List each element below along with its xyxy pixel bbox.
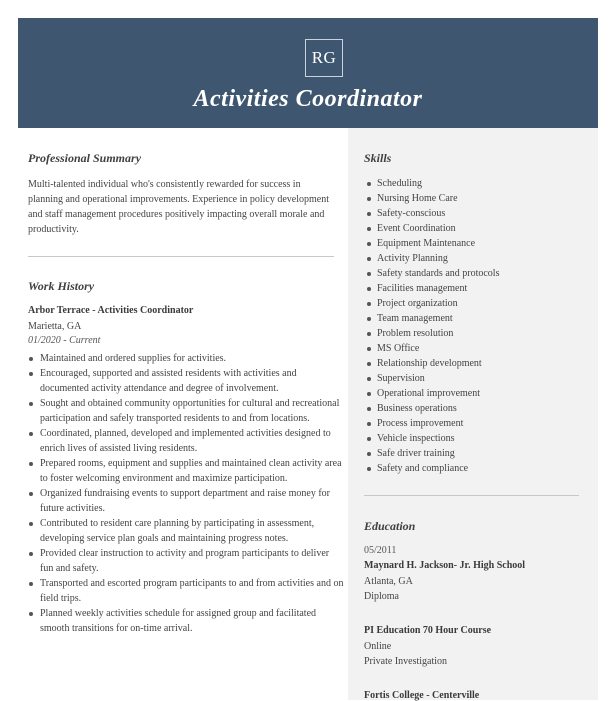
- skill-item: Relationship development: [364, 356, 594, 371]
- skill-item: Business operations: [364, 401, 594, 416]
- education-school: Fortis College - Centerville: [364, 690, 480, 701]
- resume-title: Activities Coordinator: [193, 86, 423, 112]
- skill-item: Facilities management: [364, 281, 594, 296]
- skill-item: Activity Planning: [364, 251, 594, 266]
- section-divider: [364, 495, 579, 496]
- education-date: 05/2011: [364, 545, 397, 556]
- resume-header: [18, 18, 598, 128]
- skill-item: Supervision: [364, 371, 594, 386]
- list-item: Coordinated, planned, developed and implemented activities designed to enrich lives of assisted living residents.: [28, 426, 344, 456]
- work-history-heading: Work History: [28, 279, 95, 293]
- list-item: Provided clear instruction to activity and program participants to deliver fun and safety.: [28, 546, 344, 576]
- list-item: Organized fundraising events to support department and raise money for future activities.: [28, 486, 344, 516]
- job-dates: 01/2020 - Current: [28, 335, 101, 346]
- education-location: Atlanta, GA: [364, 576, 413, 587]
- list-item: Contributed to resident care planning by participating in assessment, developing service plan goals and maintaining progress notes.: [28, 516, 344, 546]
- education-location: Online: [364, 641, 392, 652]
- skill-item: Team management: [364, 311, 594, 326]
- skills-heading: Skills: [364, 151, 392, 165]
- list-item: Sought and obtained community opportunities for cultural and recreational participation and safely transported residents to and from locations.: [28, 396, 344, 426]
- skill-item: Operational improvement: [364, 386, 594, 401]
- sidebar-column: [348, 128, 598, 700]
- summary-heading: Professional Summary: [28, 151, 142, 165]
- education-degree: Diploma: [364, 591, 399, 602]
- skill-item: Safe driver training: [364, 446, 594, 461]
- education-school: PI Education 70 Hour Course: [364, 625, 492, 636]
- list-item: Transported and escorted program participants to and from activities and on field trips.: [28, 576, 344, 606]
- skill-item: Event Coordination: [364, 221, 594, 236]
- skill-item: Safety-conscious: [364, 206, 594, 221]
- skill-item: MS Office: [364, 341, 594, 356]
- job-duties-list: [28, 351, 344, 636]
- list-item: Encouraged, supported and assisted residents with activities and documented activity attendance and degree of involvement.: [28, 366, 344, 396]
- skill-item: Safety standards and protocols: [364, 266, 594, 281]
- skill-item: Nursing Home Care: [364, 191, 594, 206]
- skills-list: [364, 176, 594, 476]
- education-school: Maynard H. Jackson- Jr. High School: [364, 560, 526, 571]
- education-heading: Education: [364, 519, 416, 533]
- summary-text: Multi-talented individual who's consistently rewarded for success in planning and operational improvements. Experience in policy development and staff management procedures positively impacting overall morale and productivity.: [28, 179, 330, 235]
- monogram-badge: RG: [305, 39, 343, 77]
- skill-item: Vehicle inspections: [364, 431, 594, 446]
- list-item: Prepared rooms, equipment and supplies and maintained clean activity area to foster welcoming environment and maximize participation.: [28, 456, 344, 486]
- main-column: [18, 128, 348, 700]
- education-degree: Private Investigation: [364, 656, 448, 667]
- job-location: Marietta, GA: [28, 321, 82, 332]
- skill-item: Process improvement: [364, 416, 594, 431]
- list-item: Maintained and ordered supplies for activities.: [28, 351, 344, 366]
- skill-item: Project organization: [364, 296, 594, 311]
- section-divider: [28, 256, 334, 257]
- skill-item: Problem resolution: [364, 326, 594, 341]
- skill-item: Equipment Maintenance: [364, 236, 594, 251]
- skill-item: Scheduling: [364, 176, 594, 191]
- list-item: Planned weekly activities schedule for assigned group and facilitated smooth transitions for on-time arrival.: [28, 606, 344, 636]
- job-title: Arbor Terrace - Activities Coordinator: [28, 305, 194, 316]
- skill-item: Safety and compliance: [364, 461, 594, 476]
